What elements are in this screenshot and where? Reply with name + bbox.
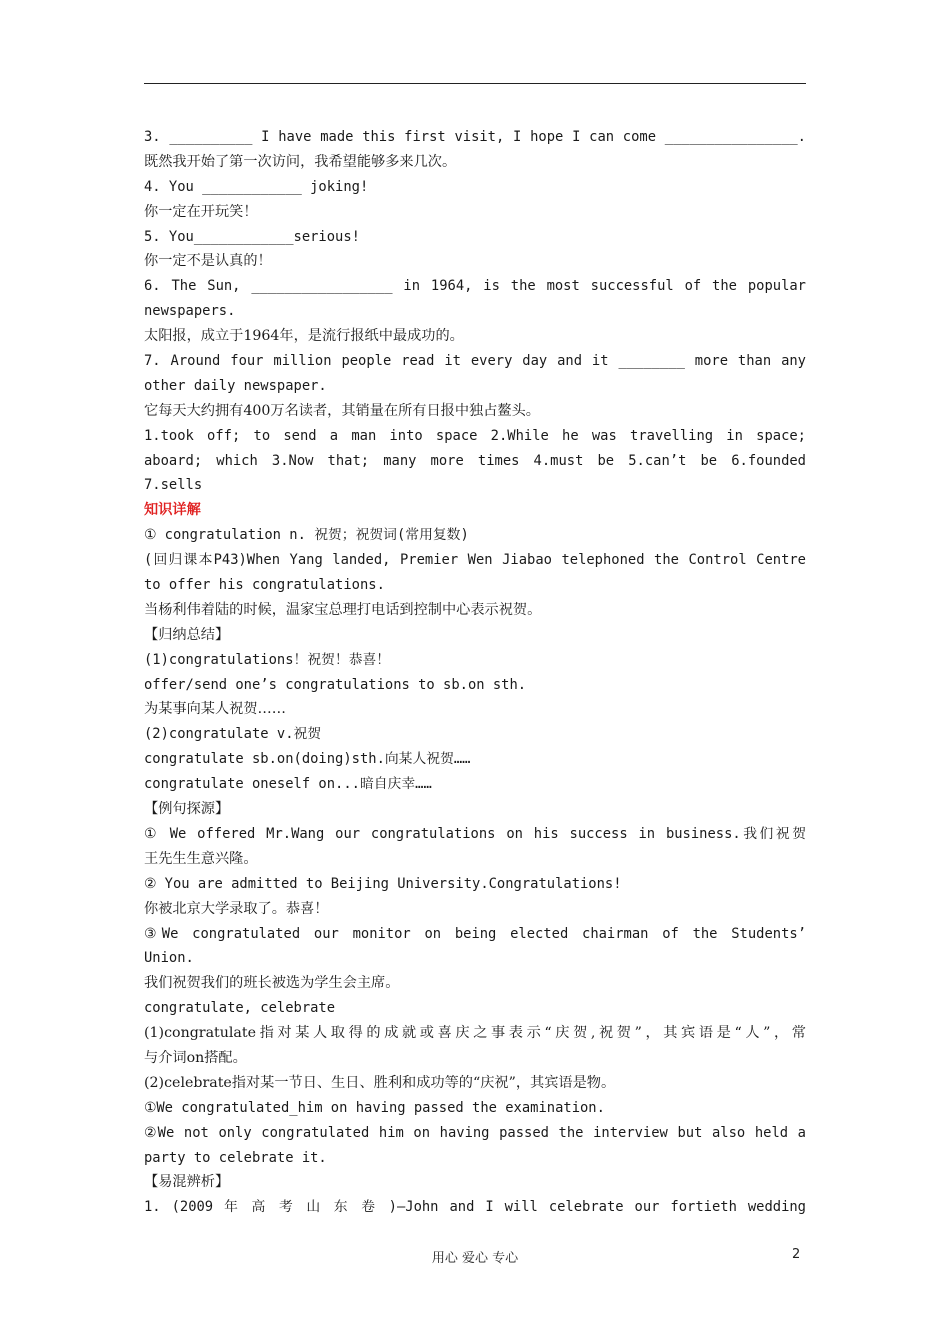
text-line: (1)congratulate指对某人取得的成就或喜庆之事表示“庆贺,祝贺”，其宾语是“人”，常 (144, 1025, 806, 1042)
text-line: 为某事向某人祝贺…… (144, 701, 286, 718)
section-heading: 知识详解 (144, 502, 201, 519)
text-line: offer/send one’s congratulations to sb.on sth. (144, 676, 527, 693)
text-line: (2)congratulate v.祝贺 (144, 726, 322, 743)
text-line: ①We congratulated_him on having passed the examination. (144, 1099, 605, 1116)
text-line: 你一定不是认真的！ (144, 253, 272, 270)
text-line: 1.took off; to send a man into space 2.While he was travelling in space; (144, 427, 806, 444)
text-line: party to celebrate it. (144, 1149, 327, 1166)
page-content (144, 125, 806, 1220)
text-line: 王先生生意兴隆。 (144, 850, 258, 867)
page-number: 2 (792, 1247, 801, 1262)
text-line: (回归课本P43)When Yang landed, Premier Wen Jiabao telephoned the Control Centre (144, 552, 806, 569)
text-line: ② You are admitted to Beijing University.Congratulations! (144, 875, 622, 892)
text-line: ① We offered Mr.Wang our congratulations on his success in business.我们祝贺 (144, 825, 806, 842)
text-line: 当杨利伟着陆的时候，温家宝总理打电话到控制中心表示祝贺。 (144, 601, 542, 618)
text-line: 【易混辨析】 (144, 1174, 230, 1191)
text-line: 太阳报，成立于1964年，是流行报纸中最成功的。 (144, 328, 464, 345)
text-line: (2)celebrate指对某一节日、生日、胜利和成功等的“庆祝”，其宾语是物。 (144, 1074, 616, 1091)
text-line: 7.sells (144, 477, 203, 494)
text-line: congratulate oneself on...暗自庆幸…… (144, 776, 432, 793)
text-line: 3. __________ I have made this first visit, I hope I can come ________________. (144, 129, 806, 145)
text-line: 4. You ____________ joking! (144, 178, 369, 195)
text-line: 5. You____________serious! (144, 228, 360, 245)
text-line: 1. (2009 年 高 考 山 东 卷 )—John and I will celebrate our fortieth wedding (144, 1199, 806, 1216)
text-line: 【例句探源】 (144, 801, 230, 818)
text-line: to offer his congratulations. (144, 577, 385, 594)
text-line: ③We congratulated our monitor on being elected chairman of the Students’ (144, 925, 806, 942)
header-rule (144, 83, 806, 84)
text-line: ① congratulation n. 祝贺；祝贺词(常用复数) (144, 527, 469, 544)
text-line: other daily newspaper. (144, 377, 327, 394)
text-line: (1)congratulations！祝贺！恭喜！ (144, 651, 391, 668)
text-line: ②We not only congratulated him on having passed the interview but also held a (144, 1124, 806, 1141)
text-line: congratulate, celebrate (144, 1000, 336, 1017)
text-line: 我们祝贺我们的班长被选为学生会主席。 (144, 975, 400, 992)
text-line: newspapers. (144, 303, 236, 320)
text-line: 你被北京大学录取了。恭喜！ (144, 900, 329, 917)
text-line: 你一定在开玩笑！ (144, 203, 258, 220)
text-line: Union. (144, 950, 194, 967)
text-line: 与介词on搭配。 (144, 1049, 247, 1066)
text-line: aboard; which 3.Now that; many more times 4.must be 5.can’t be 6.founded (144, 452, 806, 469)
text-line: 7. Around four million people read it every day and it ________ more than any (144, 353, 806, 370)
footer-text: 用心 爱心 专心 (431, 1251, 519, 1266)
text-line: 既然我开始了第一次访问，我希望能够多来几次。 (144, 153, 457, 170)
text-line: 它每天大约拥有400万名读者，其销量在所有日报中独占鳌头。 (144, 402, 540, 419)
text-line: 【归纳总结】 (144, 626, 230, 643)
text-line: 6. The Sun, _________________ in 1964, is the most successful of the popular (144, 278, 806, 295)
text-line: congratulate sb.on(doing)sth.向某人祝贺…… (144, 751, 471, 768)
